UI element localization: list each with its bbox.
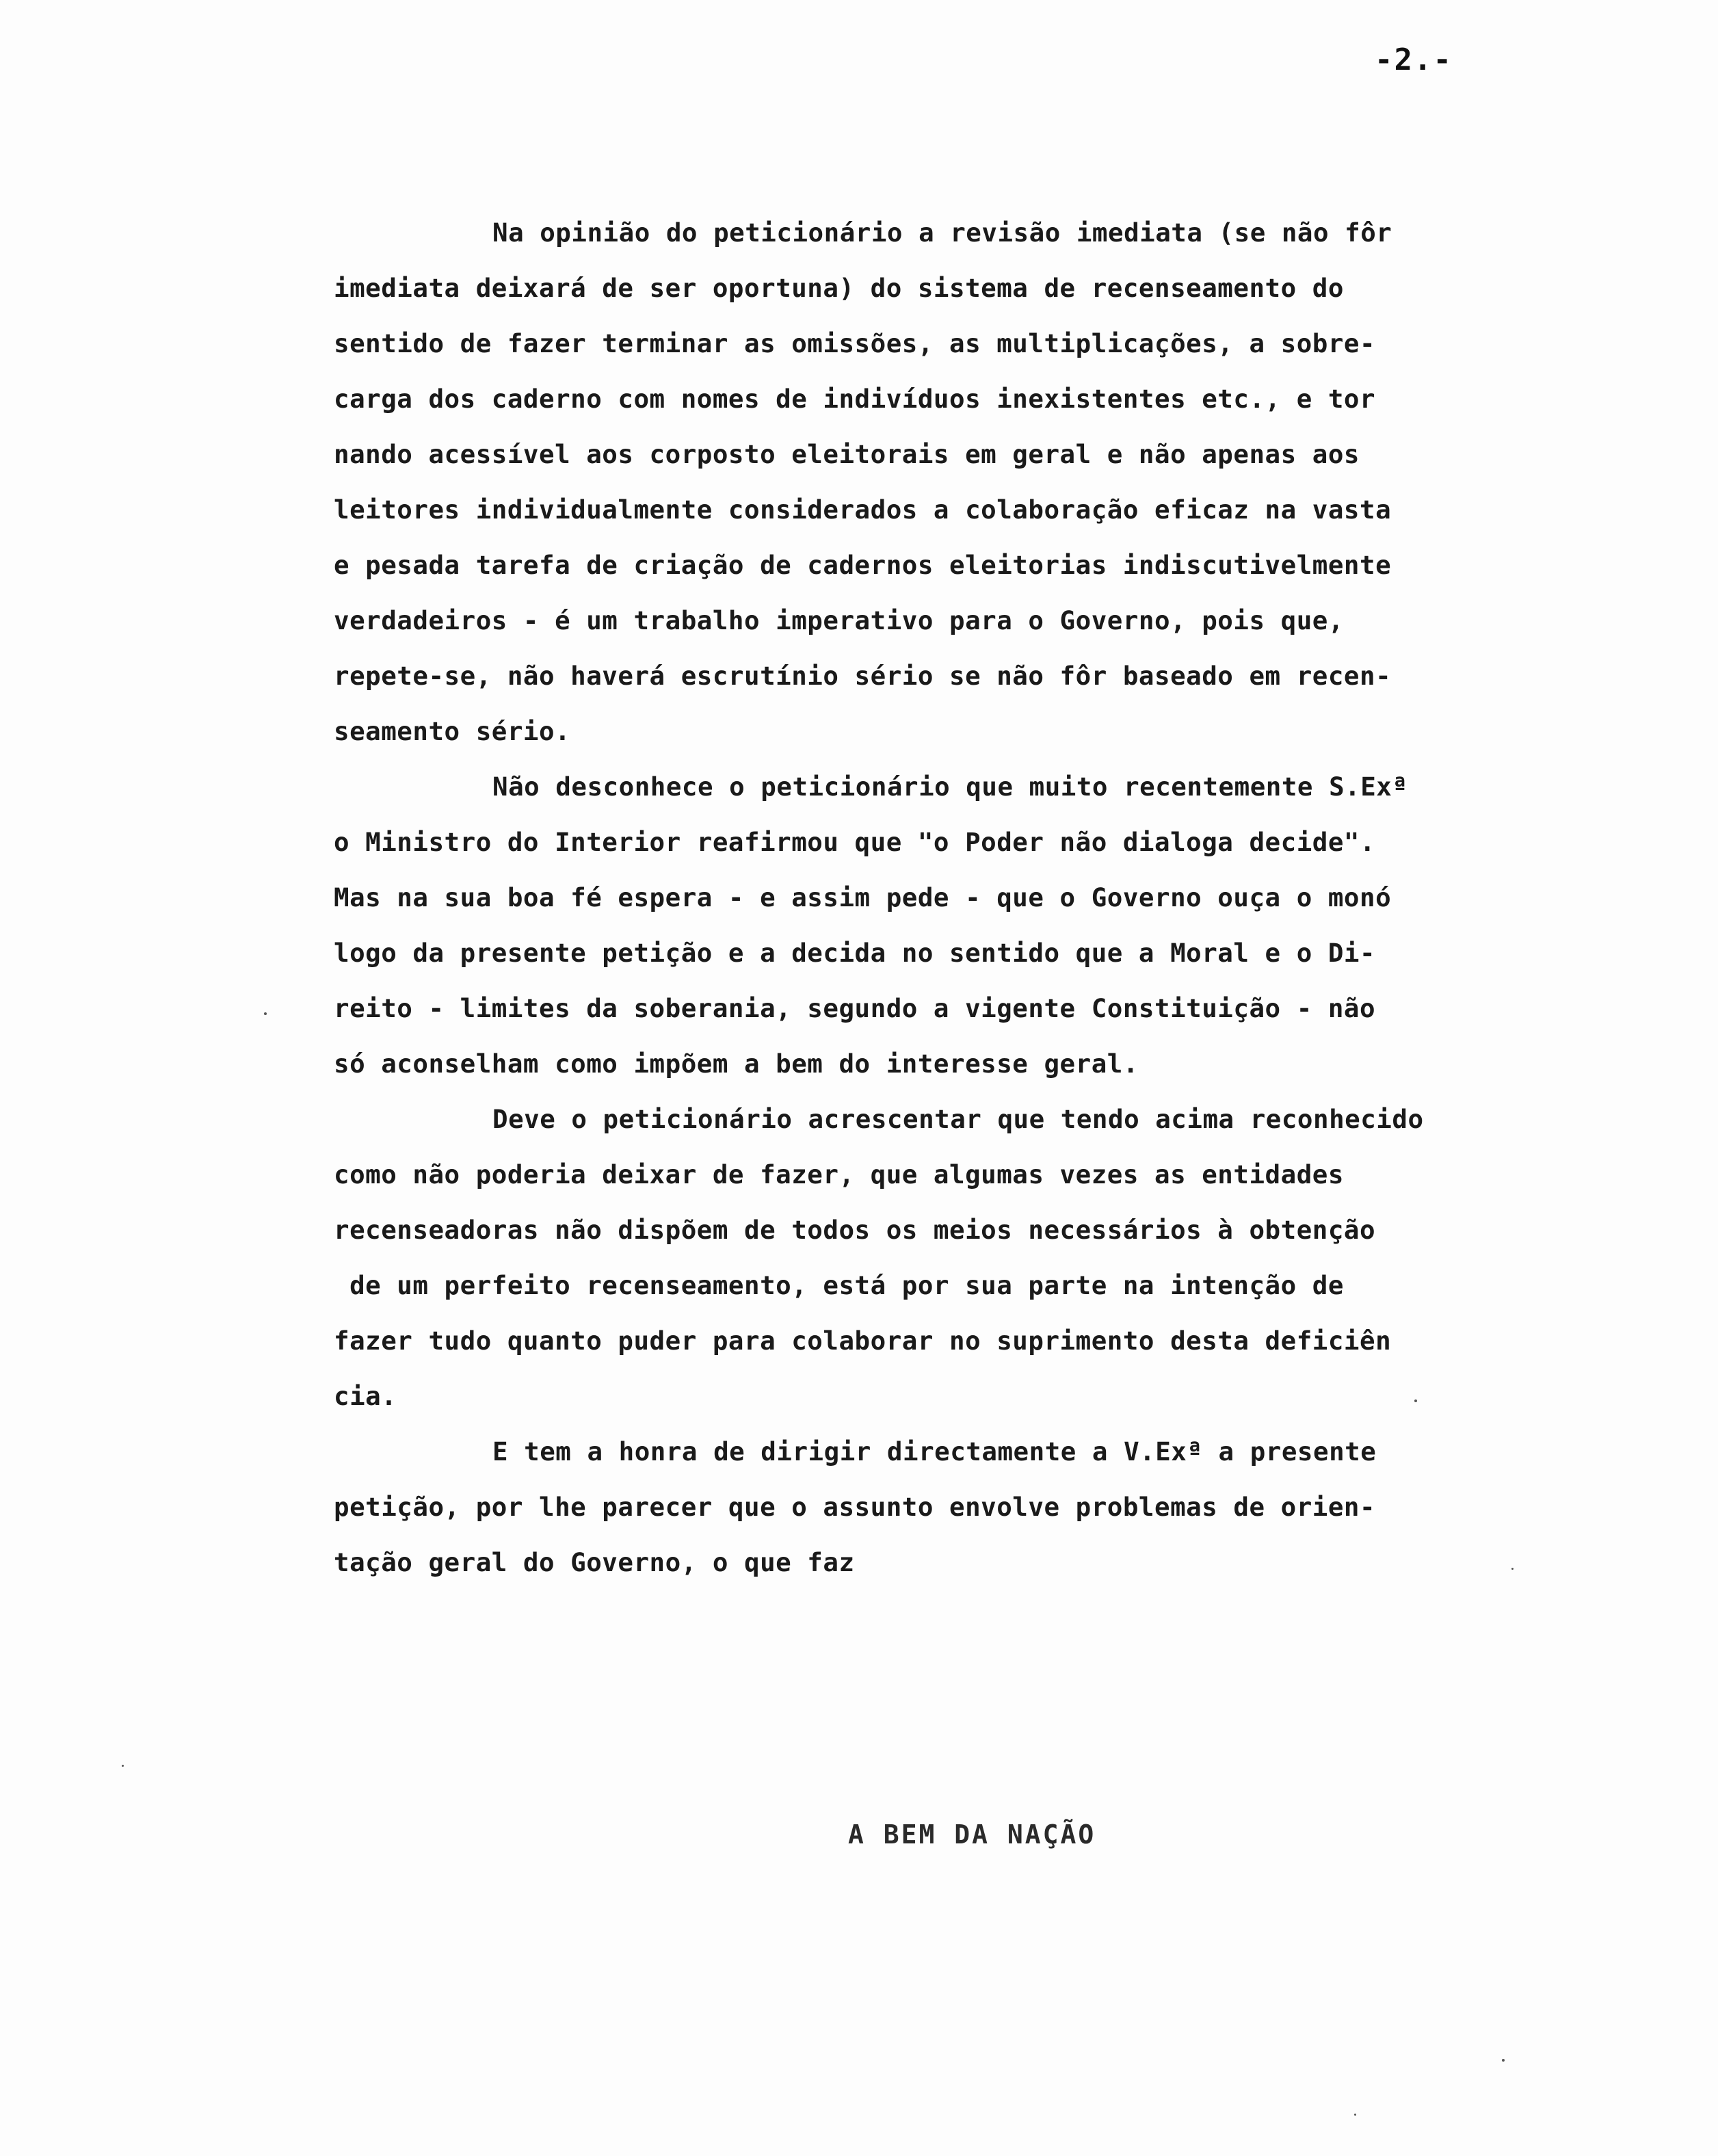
text-line: Deve o peticionário acrescentar que tendo acima reconhecido <box>492 1104 1424 1134</box>
paragraph-1 <box>334 205 1681 759</box>
text-line: tação geral do Governo, o que faz <box>334 1547 855 1577</box>
text-line: logo da presente petição e a decida no sentido que a Moral e o Di- <box>334 938 1376 968</box>
text-line: recenseadoras não dispõem de todos os meios necessários à obtenção <box>334 1215 1376 1245</box>
text-line: o Ministro do Interior reafirmou que "o Poder não dialoga decide". <box>334 827 1376 857</box>
text-line: Na opinião do peticionário a revisão imediata (se não fôr <box>492 218 1392 248</box>
text-line: carga dos caderno com nomes de indivíduos inexistentes etc., e tor <box>334 384 1376 414</box>
text-line: como não poderia deixar de fazer, que algumas vezes as entidades <box>334 1159 1344 1189</box>
scan-speck <box>1502 2059 1505 2062</box>
closing-salutation: A BEM DA NAÇÃO <box>848 1819 1096 1850</box>
paragraph-4 <box>334 1424 1681 1590</box>
text-line: E tem a honra de dirigir directamente a V.Exª a presente <box>492 1436 1377 1467</box>
scan-speck <box>1511 1568 1514 1570</box>
text-line: cia. <box>334 1381 397 1411</box>
text-line: verdadeiros - é um trabalho imperativo para o Governo, pois que, <box>334 605 1344 635</box>
text-line: nando acessível aos corposto eleitorais em geral e não apenas aos <box>334 439 1360 469</box>
text-line: Mas na sua boa fé espera - e assim pede - que o Governo ouça o monó <box>334 882 1392 912</box>
text-line: reito - limites da soberania, segundo a vigente Constituição - não <box>334 993 1376 1023</box>
scan-speck <box>1414 1399 1417 1402</box>
text-line: de um perfeito recenseamento, está por sua parte na intenção de <box>334 1270 1344 1300</box>
scan-speck <box>1354 2114 1356 2116</box>
paragraph-2 <box>334 759 1681 1092</box>
text-line: repete-se, não haverá escrutínio sério se não fôr baseado em recen- <box>334 661 1392 691</box>
scan-speck <box>264 1012 267 1015</box>
text-line: imediata deixará de ser oportuna) do sistema de recenseamento do <box>334 273 1344 303</box>
document-body <box>334 205 1681 1590</box>
text-line: Não desconhece o peticionário que muito recentemente S.Exª <box>492 772 1408 802</box>
text-line: fazer tudo quanto puder para colaborar no suprimento desta deficiên <box>334 1326 1392 1356</box>
paragraph-3 <box>334 1092 1681 1424</box>
page-number: -2.- <box>1375 42 1453 77</box>
text-line: petição, por lhe parecer que o assunto envolve problemas de orien- <box>334 1492 1376 1522</box>
text-line: sentido de fazer terminar as omissões, as multiplicações, a sobre- <box>334 328 1376 358</box>
text-line: só aconselham como impõem a bem do interesse geral. <box>334 1049 1139 1079</box>
text-line: leitores individualmente considerados a colaboração eficaz na vasta <box>334 495 1392 525</box>
text-line: e pesada tarefa de criação de cadernos eleitorias indiscutivelmente <box>334 550 1392 580</box>
text-line: seamento sério. <box>334 716 571 746</box>
scan-speck <box>122 1765 124 1767</box>
